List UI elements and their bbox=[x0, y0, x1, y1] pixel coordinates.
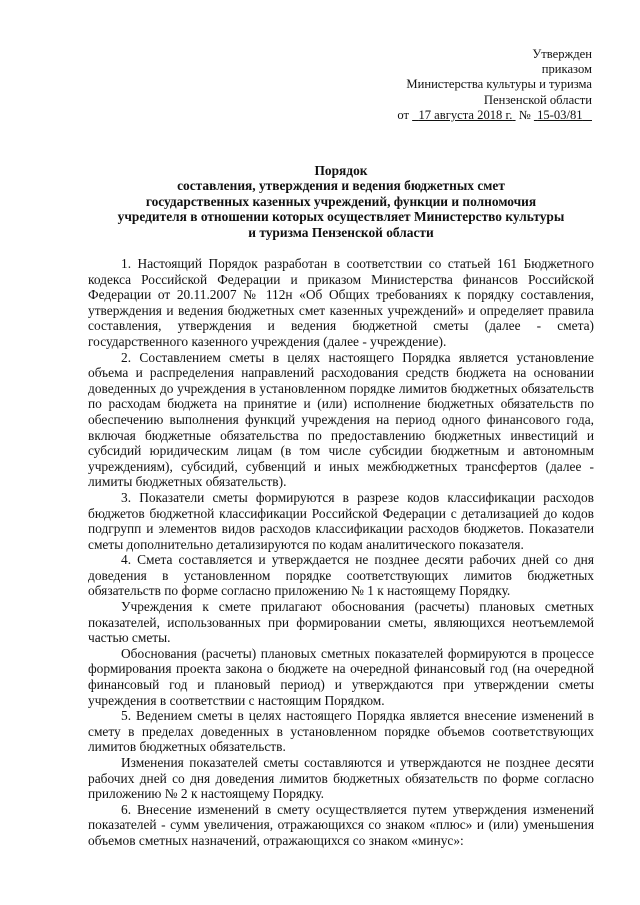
approval-date bbox=[412, 108, 515, 122]
approval-number bbox=[534, 108, 592, 122]
approval-line-order: приказом bbox=[541, 62, 592, 77]
approval-number-value: 15-03/81 bbox=[537, 107, 583, 122]
title-line-3: государственных казенных учреждений, функции и полномочия bbox=[145, 193, 537, 209]
approval-number-prefix: № bbox=[518, 107, 531, 122]
paragraph: 6. Внесение изменений в смету осуществляется путем утверждения изменений показателей - сумм увеличения, отражающихся со знаком «плюс» и (или) уменьшения объемов сметных назначений, отражающихся со знаком «минус»: bbox=[88, 801, 594, 848]
paragraph: 4. Смета составляется и утверждается не позднее десяти рабочих дней со дня доведения в установленном порядке соответствующих лимитов бюджетных обязательств по форме согласно приложению № 1 к настоящему Порядку. bbox=[88, 552, 594, 599]
paragraph: 2. Составлением сметы в целях настоящего Порядка является установление объема и распределения направлений расходования средств бюджета на основании доведенных до учреждения в установленном порядке лимитов бюджетных обязательств по расходам бюджета на принятие и (или) исполнение бюджетных обязательств по обеспечению выполнения функций учреждения на период одного финансового года, включая бюджетные обязательства по предоставлению бюджетных инвестиций и субсидий юридическим лицам (в том числе субсидии бюджетным и автономным учреждениям), субсидий, субвенций и иных межбюджетных трансфертов (далее - лимиты бюджетных обязательств). bbox=[88, 349, 594, 490]
approval-stamp-block bbox=[397, 47, 592, 123]
paragraph: 3. Показатели сметы формируются в разрезе кодов классификации расходов бюджетов бюджетной классификации Российской Федерации с детализацией до кодов подгрупп и элементов видов расходов классификации расходов бюджетов. Показатели сметы дополнительно детализируются по кодам аналитического показателя. bbox=[88, 489, 594, 552]
document-body bbox=[88, 256, 594, 849]
title-line-5: и туризма Пензенской области bbox=[248, 224, 434, 240]
approval-line-ministry: Министерства культуры и туризма bbox=[406, 77, 592, 92]
paragraph: 1. Настоящий Порядок разработан в соответствии со статьей 161 Бюджетного кодекса Российской Федерации и приказом Министерства финансов Российской Федерации от 20.11.2007 № 112н «Об Общих требованиях к порядку составления, утверждения и ведения бюджетных смет казенных учреждений» и определяет правила составления, утверждения и ведения бюджетной сметы (далее - смета) государственного казенного учреждения (далее - учреждение). bbox=[88, 256, 594, 349]
approval-date-prefix: от bbox=[397, 107, 409, 122]
approval-line-region: Пензенской области bbox=[483, 92, 592, 107]
approval-line-approved: Утвержден bbox=[532, 47, 592, 61]
approval-date-number-line bbox=[397, 108, 592, 123]
paragraph: Обоснования (расчеты) плановых сметных показателей формируются в процессе формирования проекта закона о бюджете на очередной финансовый год (на очередной финансовый год и плановый период) и утверждаются при утверждении сметы учреждения в соответствии с настоящим Порядком. bbox=[88, 645, 594, 708]
title-line-1: Порядок bbox=[314, 163, 368, 178]
document-title bbox=[88, 163, 594, 240]
paragraph: 5. Ведением сметы в целях настоящего Порядка является внесение изменений в смету в пределах доведенных в установленном порядке объемов соответствующих лимитов бюджетных обязательств. bbox=[88, 708, 594, 755]
paragraph: Изменения показателей сметы составляются и утверждаются не позднее десяти рабочих дней со дня доведения лимитов бюджетных обязательств по форме согласно приложению № 2 к настоящему Порядку. bbox=[88, 755, 594, 802]
paragraph: Учреждения к смете прилагают обоснования (расчеты) плановых сметных показателей, использованных при формировании сметы, являющихся неотъемлемой частью сметы. bbox=[88, 599, 594, 646]
title-line-2: составления, утверждения и ведения бюджетных смет bbox=[177, 178, 505, 194]
title-line-4: учредителя в отношении которых осуществляет Министерство культуры bbox=[117, 209, 565, 225]
approval-date-value: 17 августа 2018 г. bbox=[418, 107, 513, 122]
